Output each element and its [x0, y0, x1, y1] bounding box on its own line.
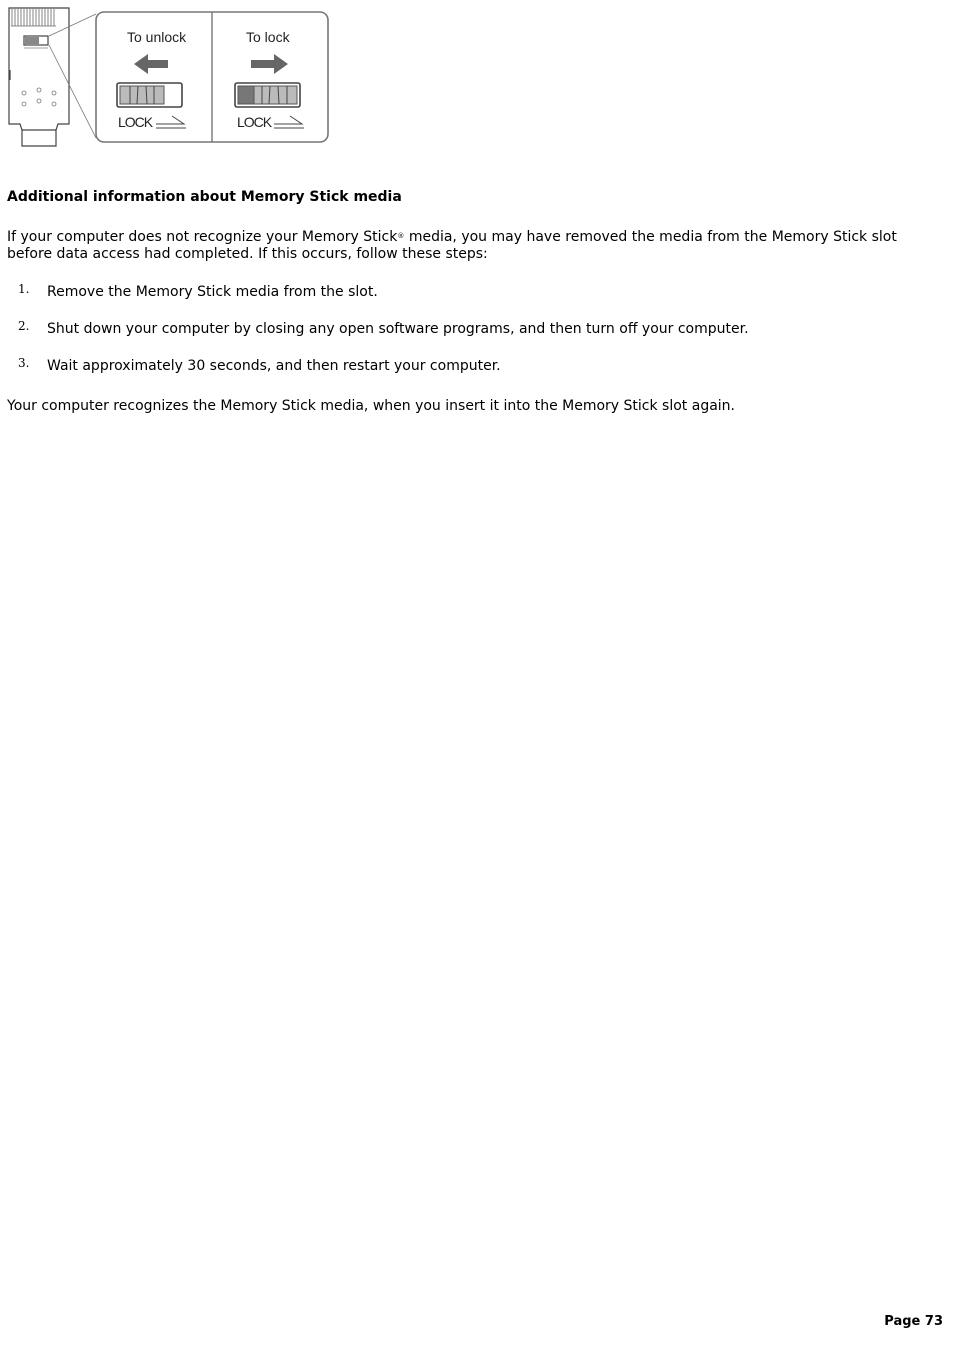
unlocked-switch-icon — [117, 83, 182, 107]
lock-label: To lock — [246, 29, 290, 45]
intro-paragraph — [7, 228, 937, 263]
intro-text-2: media, you may have removed the media from the Memory Stick slot before data access had completed. If this occurs, follow these steps: — [7, 229, 897, 262]
step-number: 3. — [18, 356, 30, 370]
lock-switch-text: LOCK — [237, 114, 272, 130]
section-heading: Additional information about Memory Stick media — [7, 189, 402, 205]
locked-switch-icon — [235, 83, 300, 107]
registered-mark: ® — [397, 232, 405, 240]
page-number: Page 73 — [884, 1314, 943, 1329]
closing-paragraph: Your computer recognizes the Memory Stick media, when you insert it into the Memory Stick slot again. — [7, 398, 735, 414]
step-text: Wait approximately 30 seconds, and then restart your computer. — [47, 358, 501, 374]
unlock-switch-text: LOCK — [118, 114, 153, 130]
memory-stick-lock-illustration — [6, 6, 330, 148]
step-text: Shut down your computer by closing any open software programs, and then turn off your computer. — [47, 321, 749, 337]
step-number: 2. — [18, 319, 30, 333]
intro-text-1: If your computer does not recognize your Memory Stick — [7, 229, 398, 245]
memory-stick-icon — [9, 8, 96, 146]
step-text: Remove the Memory Stick media from the slot. — [47, 284, 378, 300]
unlock-label: To unlock — [127, 29, 187, 45]
step-number: 1. — [18, 282, 30, 296]
